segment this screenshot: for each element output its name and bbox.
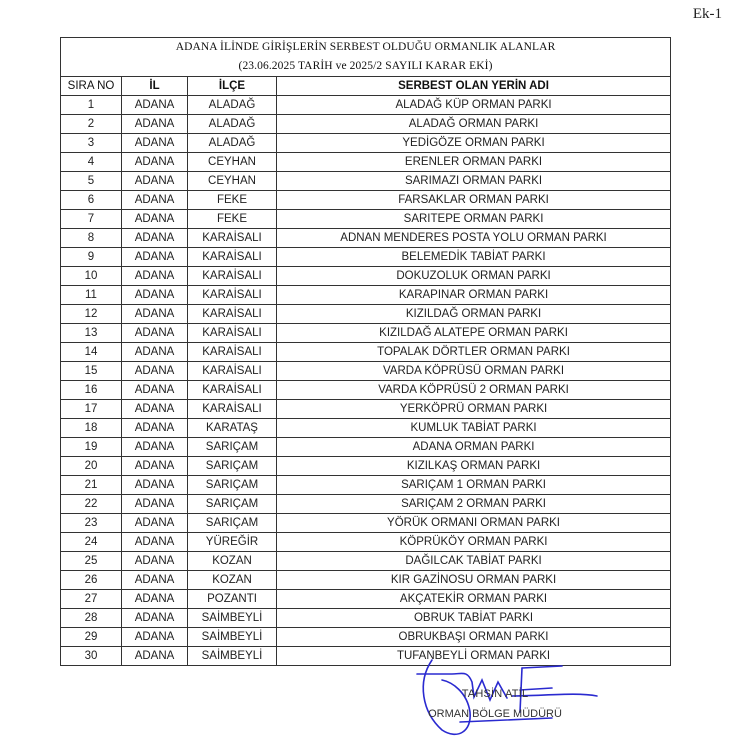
cell-sira-no: 19 [61,438,122,457]
table-row [61,210,671,229]
cell-ilce: KARAİSALI [188,400,277,419]
title-row [61,38,671,77]
forest-areas-table [60,37,671,666]
cell-sira-no: 28 [61,609,122,628]
document-title [61,38,671,77]
cell-yer-adi: KÖPRÜKÖY ORMAN PARKI [277,533,671,552]
table-row [61,571,671,590]
cell-il: ADANA [122,552,188,571]
cell-sira-no: 1 [61,96,122,115]
cell-il: ADANA [122,457,188,476]
table-row [61,438,671,457]
table-row [61,609,671,628]
cell-ilce: SARIÇAM [188,514,277,533]
table-row [61,153,671,172]
cell-il: ADANA [122,362,188,381]
cell-ilce: KOZAN [188,571,277,590]
table-row [61,191,671,210]
cell-il: ADANA [122,400,188,419]
cell-il: ADANA [122,324,188,343]
cell-sira-no: 10 [61,267,122,286]
cell-sira-no: 4 [61,153,122,172]
cell-yer-adi: FARSAKLAR ORMAN PARKI [277,191,671,210]
table-row [61,305,671,324]
table-row [61,533,671,552]
title-line-2: (23.06.2025 TARİH ve 2025/2 SAYILI KARAR EKİ) [238,60,493,72]
cell-ilce: YÜREĞİR [188,533,277,552]
table-row [61,115,671,134]
table-row [61,628,671,647]
cell-yer-adi: KIZILDAĞ ORMAN PARKI [277,305,671,324]
cell-yer-adi: KIR GAZİNOSU ORMAN PARKI [277,571,671,590]
cell-il: ADANA [122,438,188,457]
cell-yer-adi: ADNAN MENDERES POSTA YOLU ORMAN PARKI [277,229,671,248]
cell-sira-no: 17 [61,400,122,419]
table-row [61,267,671,286]
cell-il: ADANA [122,267,188,286]
cell-ilce: FEKE [188,210,277,229]
cell-il: ADANA [122,419,188,438]
cell-yer-adi: YÖRÜK ORMANI ORMAN PARKI [277,514,671,533]
table-row [61,552,671,571]
cell-sira-no: 26 [61,571,122,590]
cell-ilce: SARIÇAM [188,457,277,476]
cell-ilce: POZANTI [188,590,277,609]
cell-yer-adi: DAĞILCAK TABİAT PARKI [277,552,671,571]
cell-sira-no: 2 [61,115,122,134]
cell-sira-no: 22 [61,495,122,514]
cell-il: ADANA [122,248,188,267]
cell-ilce: KARATAŞ [188,419,277,438]
cell-il: ADANA [122,172,188,191]
cell-yer-adi: YERKÖPRÜ ORMAN PARKI [277,400,671,419]
cell-sira-no: 30 [61,647,122,666]
cell-yer-adi: KIZILDAĞ ALATEPE ORMAN PARKI [277,324,671,343]
cell-yer-adi: KIZILKAŞ ORMAN PARKI [277,457,671,476]
cell-yer-adi: BELEMEDİK TABİAT PARKI [277,248,671,267]
cell-sira-no: 18 [61,419,122,438]
table-body [61,96,671,666]
cell-yer-adi: AKÇATEKİR ORMAN PARKI [277,590,671,609]
table-row [61,324,671,343]
cell-il: ADANA [122,153,188,172]
cell-ilce: KOZAN [188,552,277,571]
cell-yer-adi: SARIMAZI ORMAN PARKI [277,172,671,191]
cell-yer-adi: KARAPINAR ORMAN PARKI [277,286,671,305]
cell-yer-adi: YEDİGÖZE ORMAN PARKI [277,134,671,153]
cell-ilce: ALADAĞ [188,115,277,134]
cell-sira-no: 16 [61,381,122,400]
table-row [61,134,671,153]
table-row [61,96,671,115]
cell-sira-no: 6 [61,191,122,210]
cell-ilce: KARAİSALI [188,381,277,400]
cell-ilce: KARAİSALI [188,324,277,343]
column-header-sira-no: SIRA NO [61,77,122,96]
cell-il: ADANA [122,533,188,552]
signatory-name: TAHSİN ATİL [461,688,529,700]
cell-yer-adi: SARIÇAM 1 ORMAN PARKI [277,476,671,495]
cell-yer-adi: SARITEPE ORMAN PARKI [277,210,671,229]
cell-sira-no: 15 [61,362,122,381]
cell-il: ADANA [122,115,188,134]
cell-il: ADANA [122,628,188,647]
cell-sira-no: 29 [61,628,122,647]
cell-yer-adi: SARIÇAM 2 ORMAN PARKI [277,495,671,514]
cell-sira-no: 8 [61,229,122,248]
cell-ilce: KARAİSALI [188,229,277,248]
cell-sira-no: 21 [61,476,122,495]
cell-ilce: CEYHAN [188,172,277,191]
cell-il: ADANA [122,343,188,362]
cell-yer-adi: VARDA KÖPRÜSÜ ORMAN PARKI [277,362,671,381]
annex-label: Ek-1 [692,6,722,22]
cell-sira-no: 13 [61,324,122,343]
table-row [61,248,671,267]
cell-yer-adi: OBRUKBAŞI ORMAN PARKI [277,628,671,647]
cell-yer-adi: TOPALAK DÖRTLER ORMAN PARKI [277,343,671,362]
signatory-title: ORMAN BÖLGE MÜDÜRÜ [428,708,562,720]
table-row [61,495,671,514]
cell-sira-no: 14 [61,343,122,362]
cell-ilce: ALADAĞ [188,134,277,153]
column-header-yer-adi: SERBEST OLAN YERİN ADI [277,77,671,96]
cell-il: ADANA [122,305,188,324]
cell-ilce: FEKE [188,191,277,210]
table-row [61,400,671,419]
cell-sira-no: 3 [61,134,122,153]
table-row [61,362,671,381]
cell-yer-adi: TUFANBEYLİ ORMAN PARKI [277,647,671,666]
cell-sira-no: 27 [61,590,122,609]
cell-il: ADANA [122,96,188,115]
table-row [61,514,671,533]
cell-il: ADANA [122,286,188,305]
cell-ilce: KARAİSALI [188,286,277,305]
table-row [61,172,671,191]
table-row [61,457,671,476]
cell-il: ADANA [122,609,188,628]
cell-yer-adi: ADANA ORMAN PARKI [277,438,671,457]
cell-sira-no: 24 [61,533,122,552]
cell-ilce: KARAİSALI [188,305,277,324]
cell-il: ADANA [122,590,188,609]
cell-sira-no: 23 [61,514,122,533]
cell-il: ADANA [122,495,188,514]
cell-sira-no: 7 [61,210,122,229]
cell-ilce: ALADAĞ [188,96,277,115]
cell-ilce: CEYHAN [188,153,277,172]
cell-ilce: SAİMBEYLİ [188,628,277,647]
cell-il: ADANA [122,514,188,533]
title-line-1: ADANA İLİNDE GİRİŞLERİN SERBEST OLDUĞU ORMANLIK ALANLAR [175,41,556,53]
cell-yer-adi: KUMLUK TABİAT PARKI [277,419,671,438]
cell-il: ADANA [122,381,188,400]
cell-sira-no: 12 [61,305,122,324]
cell-ilce: SARIÇAM [188,438,277,457]
column-header-ilce: İLÇE [188,77,277,96]
cell-yer-adi: ALADAĞ KÜP ORMAN PARKI [277,96,671,115]
column-header-il: İL [122,77,188,96]
cell-ilce: KARAİSALI [188,248,277,267]
cell-ilce: SARIÇAM [188,476,277,495]
table-row [61,286,671,305]
column-header-row [61,77,671,96]
cell-il: ADANA [122,191,188,210]
cell-yer-adi: ERENLER ORMAN PARKI [277,153,671,172]
table-row [61,343,671,362]
cell-sira-no: 25 [61,552,122,571]
table-row [61,419,671,438]
cell-yer-adi: OBRUK TABİAT PARKI [277,609,671,628]
cell-yer-adi: VARDA KÖPRÜSÜ 2 ORMAN PARKI [277,381,671,400]
cell-ilce: KARAİSALI [188,362,277,381]
cell-il: ADANA [122,647,188,666]
cell-sira-no: 20 [61,457,122,476]
cell-il: ADANA [122,229,188,248]
table-row [61,381,671,400]
cell-sira-no: 5 [61,172,122,191]
table-row [61,590,671,609]
table-row [61,476,671,495]
cell-ilce: SAİMBEYLİ [188,647,277,666]
cell-il: ADANA [122,134,188,153]
cell-ilce: KARAİSALI [188,267,277,286]
cell-il: ADANA [122,210,188,229]
cell-ilce: KARAİSALI [188,343,277,362]
cell-ilce: SARIÇAM [188,495,277,514]
cell-il: ADANA [122,571,188,590]
table-row [61,229,671,248]
cell-il: ADANA [122,476,188,495]
cell-sira-no: 11 [61,286,122,305]
cell-ilce: SAİMBEYLİ [188,609,277,628]
cell-yer-adi: DOKUZOLUK ORMAN PARKI [277,267,671,286]
cell-yer-adi: ALADAĞ ORMAN PARKI [277,115,671,134]
cell-sira-no: 9 [61,248,122,267]
signature-block [395,684,595,724]
